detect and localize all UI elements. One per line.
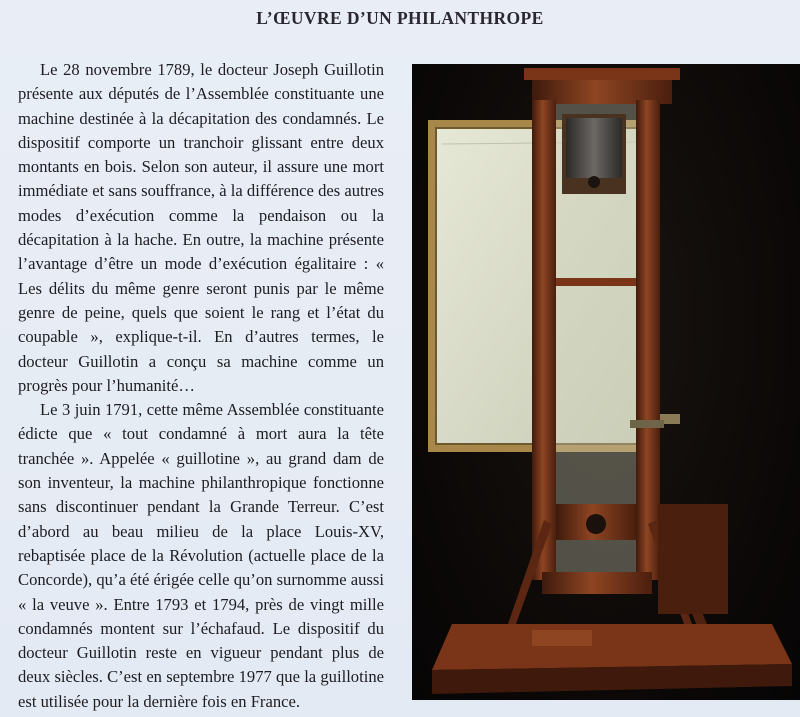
guillotine-illustration xyxy=(412,64,800,700)
guillotine-frame xyxy=(524,68,680,580)
paragraph-1: Le 28 novembre 1789, le docteur Joseph Guillotin présente aux députés de l’Assemblée constituante une machine destinée à la décapitation des condamnés. Le dispositif comporte un tranchoir glissant entre deux montants en bois. Selon son auteur, il assure une mort immédiate et sans souffrance, à la différence des autres modes d’exécution comme la pendaison ou la décapitation à la hache. En outre, la machine présente l’avantage d’être un mode d’exécution égalitaire : « Les délits du même genre seront punis par le même genre de peine, quels que soient le rang et l’état du coupable », explique-t-il. En d’autres termes, le docteur Guillotin a conçu sa machine comme un progrès pour l’humanité… xyxy=(18,60,384,395)
page-title: L’ŒUVRE D’UN PHILANTHROPE xyxy=(256,8,544,28)
article-body xyxy=(18,58,384,714)
guillotine-photo xyxy=(412,64,800,700)
paragraph-2: Le 3 juin 1791, cette même Assemblée constituante édicte que « tout condamné à mort aura la tête tranchée ». Appelée « guillotine », au grand dam de son inventeur, la machine philanthropique fonctionne sans discontinuer pendant la Grande Terreur. C’est d’abord au beau milieu de la place Louis-XV, rebaptisée place de la Révolution (actuelle place de la Concorde), qu’a été érigée celle qu’on surnomme aussi « la veuve ». Entre 1793 et 1794, près de vingt mille condamnés montent sur l’échafaud. Le dispositif du docteur Guillotin reste en vigueur pendant plus de deux siècles. C’est en septembre 1977 que la guillotine est utilisée pour la dernière fois en France. xyxy=(18,400,384,711)
